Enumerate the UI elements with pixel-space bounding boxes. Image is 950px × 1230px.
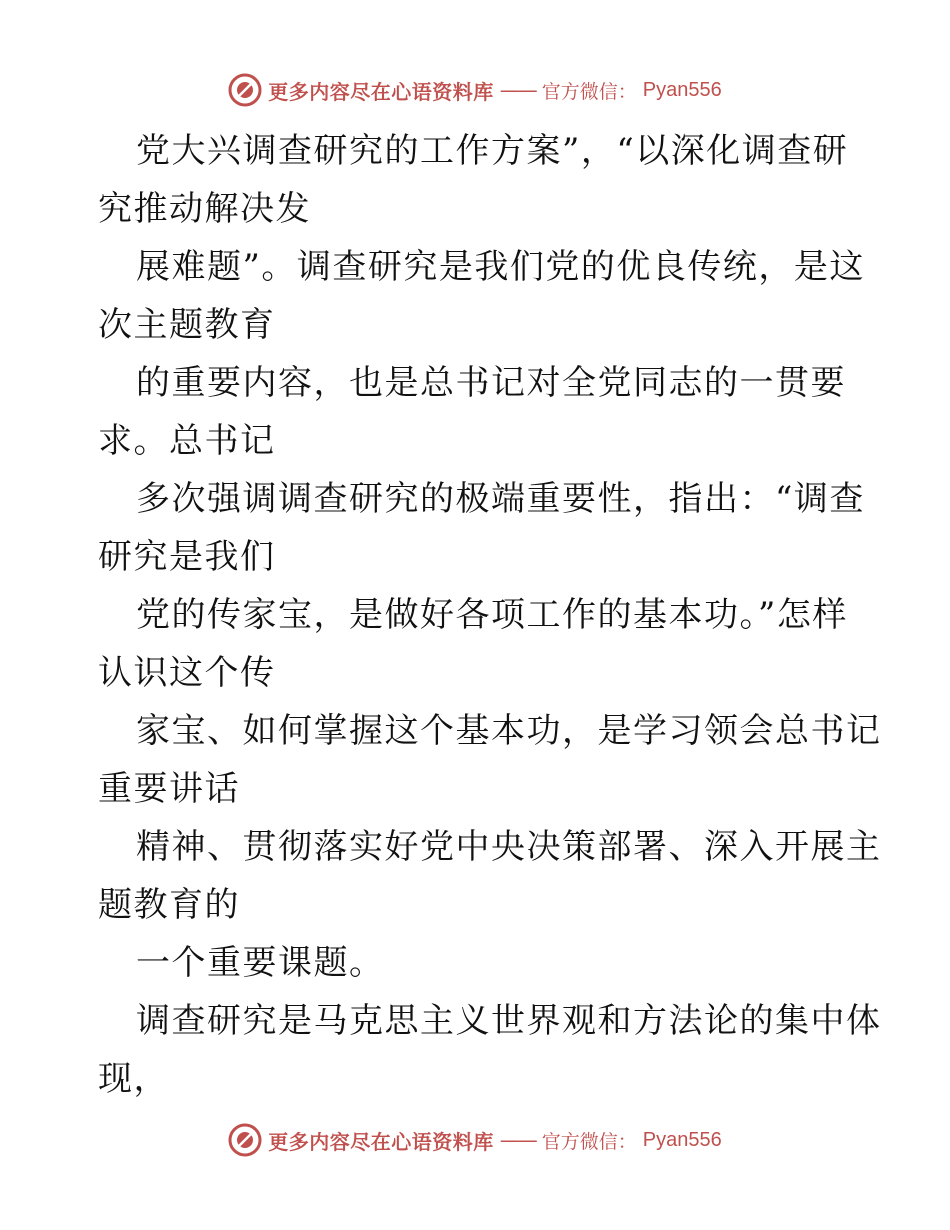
paragraph-line: 次主题教育 — [98, 305, 276, 345]
paragraph-line: 究推动解决发 — [98, 189, 311, 229]
banner-label: 官方微信： — [541, 1130, 637, 1153]
paragraph-line: 现， — [98, 1059, 169, 1099]
paragraph-line: 家宝、如何掌握这个基本功，是学习领会总书记 — [136, 711, 882, 751]
paragraph — [98, 238, 865, 354]
paragraph-line: 求。总书记 — [98, 421, 276, 461]
paragraph — [98, 702, 882, 818]
paragraph — [98, 818, 882, 934]
paragraph — [98, 934, 858, 992]
paragraph — [98, 586, 858, 702]
paragraph-line: 研究是我们 — [98, 537, 276, 577]
banner-text: 更多内容尽在心语资料库 — [268, 1129, 494, 1154]
paragraph — [98, 470, 865, 586]
logo-icon — [228, 1123, 262, 1157]
footer-banner — [0, 1120, 950, 1160]
paragraph-line: 党大兴调查研究的工作方案”，“以深化调查研 — [136, 131, 849, 171]
paragraph — [98, 354, 858, 470]
paragraph-line: 题教育的 — [98, 885, 240, 925]
paragraph-line: 的重要内容，也是总书记对全党同志的一贯要 — [136, 363, 846, 403]
header-banner — [0, 70, 950, 110]
paragraph-line: 认识这个传 — [98, 653, 276, 693]
banner-wechat-id: Pyan556 — [642, 78, 722, 101]
banner-separator: —— — [499, 1128, 536, 1152]
paragraph — [98, 992, 882, 1108]
paragraph-line: 展难题”。调查研究是我们党的优良传统，是这 — [136, 247, 865, 287]
paragraph — [98, 122, 858, 238]
paragraph-line: 精神、贯彻落实好党中央决策部署、深入开展主 — [136, 827, 882, 867]
banner-separator: —— — [499, 78, 536, 102]
logo-icon — [228, 73, 262, 107]
banner-text: 更多内容尽在心语资料库 — [268, 79, 494, 104]
paragraph-line: 调查研究是马克思主义世界观和方法论的集中体 — [136, 1001, 882, 1041]
paragraph-line: 党的传家宝，是做好各项工作的基本功。”怎样 — [136, 595, 848, 635]
paragraph-line: 一个重要课题。 — [136, 943, 385, 983]
banner-label: 官方微信： — [541, 80, 637, 103]
paragraph-line: 重要讲话 — [98, 769, 240, 809]
banner-wechat-id: Pyan556 — [642, 1128, 722, 1151]
paragraph-line: 多次强调调查研究的极端重要性，指出：“调查 — [136, 479, 865, 519]
document-body — [98, 122, 882, 1108]
